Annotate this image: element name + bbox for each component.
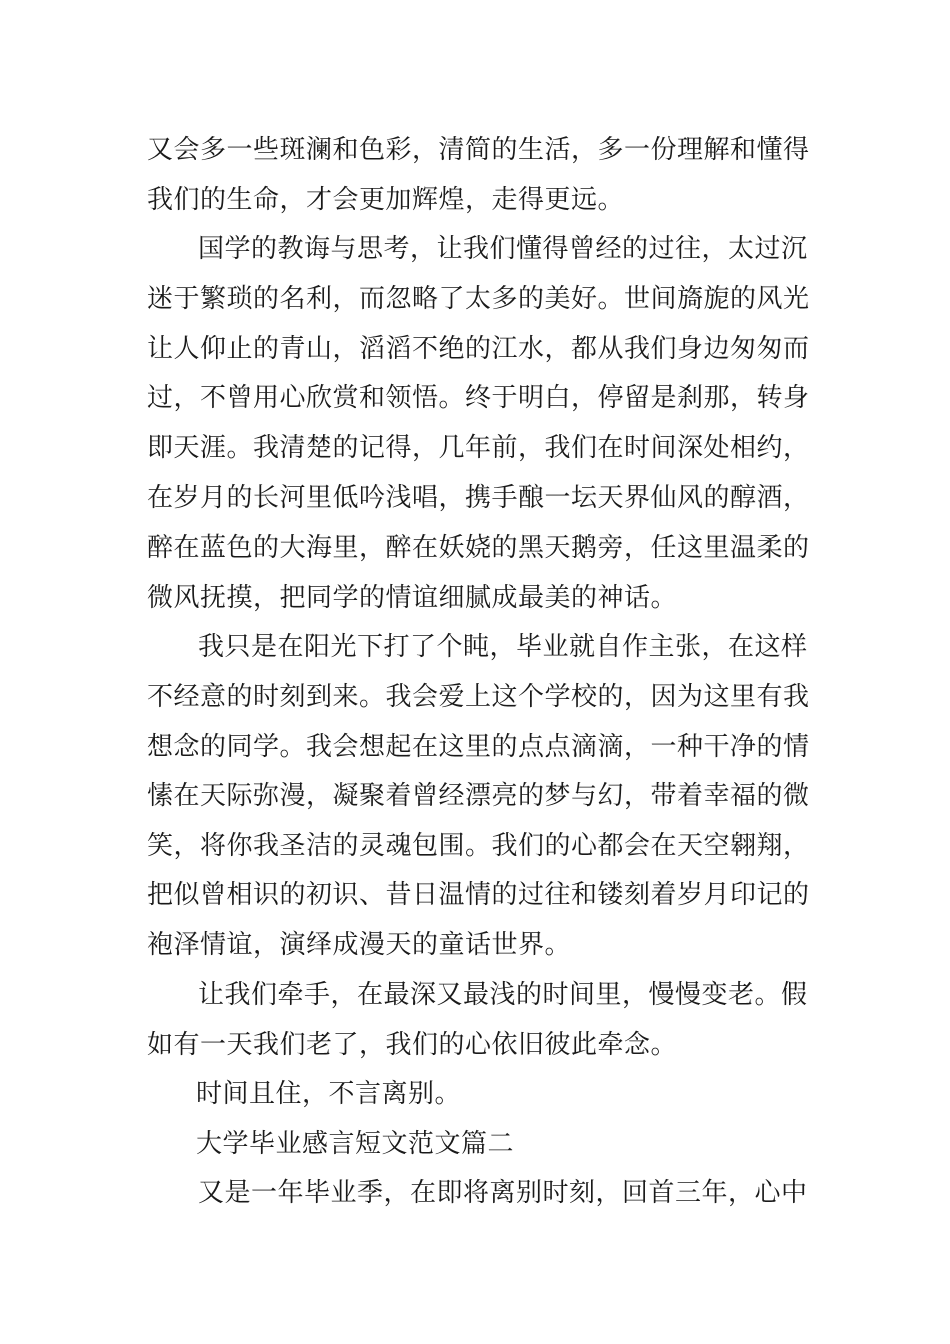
text-line: 微风抚摸，把同学的情谊细腻成最美的神话。 bbox=[147, 583, 678, 613]
text-line: 不经意的时刻到来。我会爱上这个学校的，因为这里有我 bbox=[147, 682, 810, 712]
section-heading: 大学毕业感言短文范文篇二 bbox=[196, 1129, 515, 1159]
text-line: 即天涯。我清楚的记得，几年前，我们在时间深处相约， bbox=[147, 433, 810, 463]
text-line: 笑，将你我圣洁的灵魂包围。我们的心都会在天空翱翔， bbox=[147, 831, 810, 861]
text-line: 又会多一些斑澜和色彩，清简的生活，多一份理解和懂得 bbox=[147, 135, 810, 165]
paragraph-first-line: 国学的教诲与思考，让我们懂得曾经的过往，太过沉 bbox=[198, 234, 808, 264]
text-line: 如有一天我们老了，我们的心依旧彼此牵念。 bbox=[147, 1030, 678, 1060]
paragraph-first-line: 又是一年毕业季，在即将离别时刻，回首三年，心中 bbox=[198, 1178, 808, 1208]
text-line: 迷于繁琐的名利，而忽略了太多的美好。世间旖旎的风光 bbox=[147, 284, 810, 314]
text-line: 醉在蓝色的大海里，醉在妖娆的黑天鹅旁，任这里温柔的 bbox=[147, 533, 810, 563]
text-line: 让人仰止的青山，滔滔不绝的江水，都从我们身边匆匆而 bbox=[147, 334, 810, 364]
paragraph-first-line: 我只是在阳光下打了个盹，毕业就自作主张，在这样 bbox=[198, 632, 808, 662]
text-line: 我们的生命，才会更加辉煌，走得更远。 bbox=[147, 185, 625, 215]
text-line: 过，不曾用心欣赏和领悟。终于明白，停留是刹那，转身 bbox=[147, 383, 810, 413]
paragraph-first-line: 时间且住，不言离别。 bbox=[196, 1079, 462, 1109]
text-line: 在岁月的长河里低吟浅唱，携手酿一坛天界仙风的醇酒， bbox=[147, 483, 810, 513]
text-line: 愫在天际弥漫，凝聚着曾经漂亮的梦与幻，带着幸福的微 bbox=[147, 781, 810, 811]
text-line: 袍泽情谊，演绎成漫天的童话世界。 bbox=[147, 930, 572, 960]
text-line: 把似曾相识的初识、昔日温情的过往和镂刻着岁月印记的 bbox=[147, 880, 810, 910]
text-line: 想念的同学。我会想起在这里的点点滴滴，一种干净的情 bbox=[147, 732, 810, 762]
paragraph-first-line: 让我们牵手，在最深又最浅的时间里，慢慢变老。假 bbox=[198, 980, 808, 1010]
